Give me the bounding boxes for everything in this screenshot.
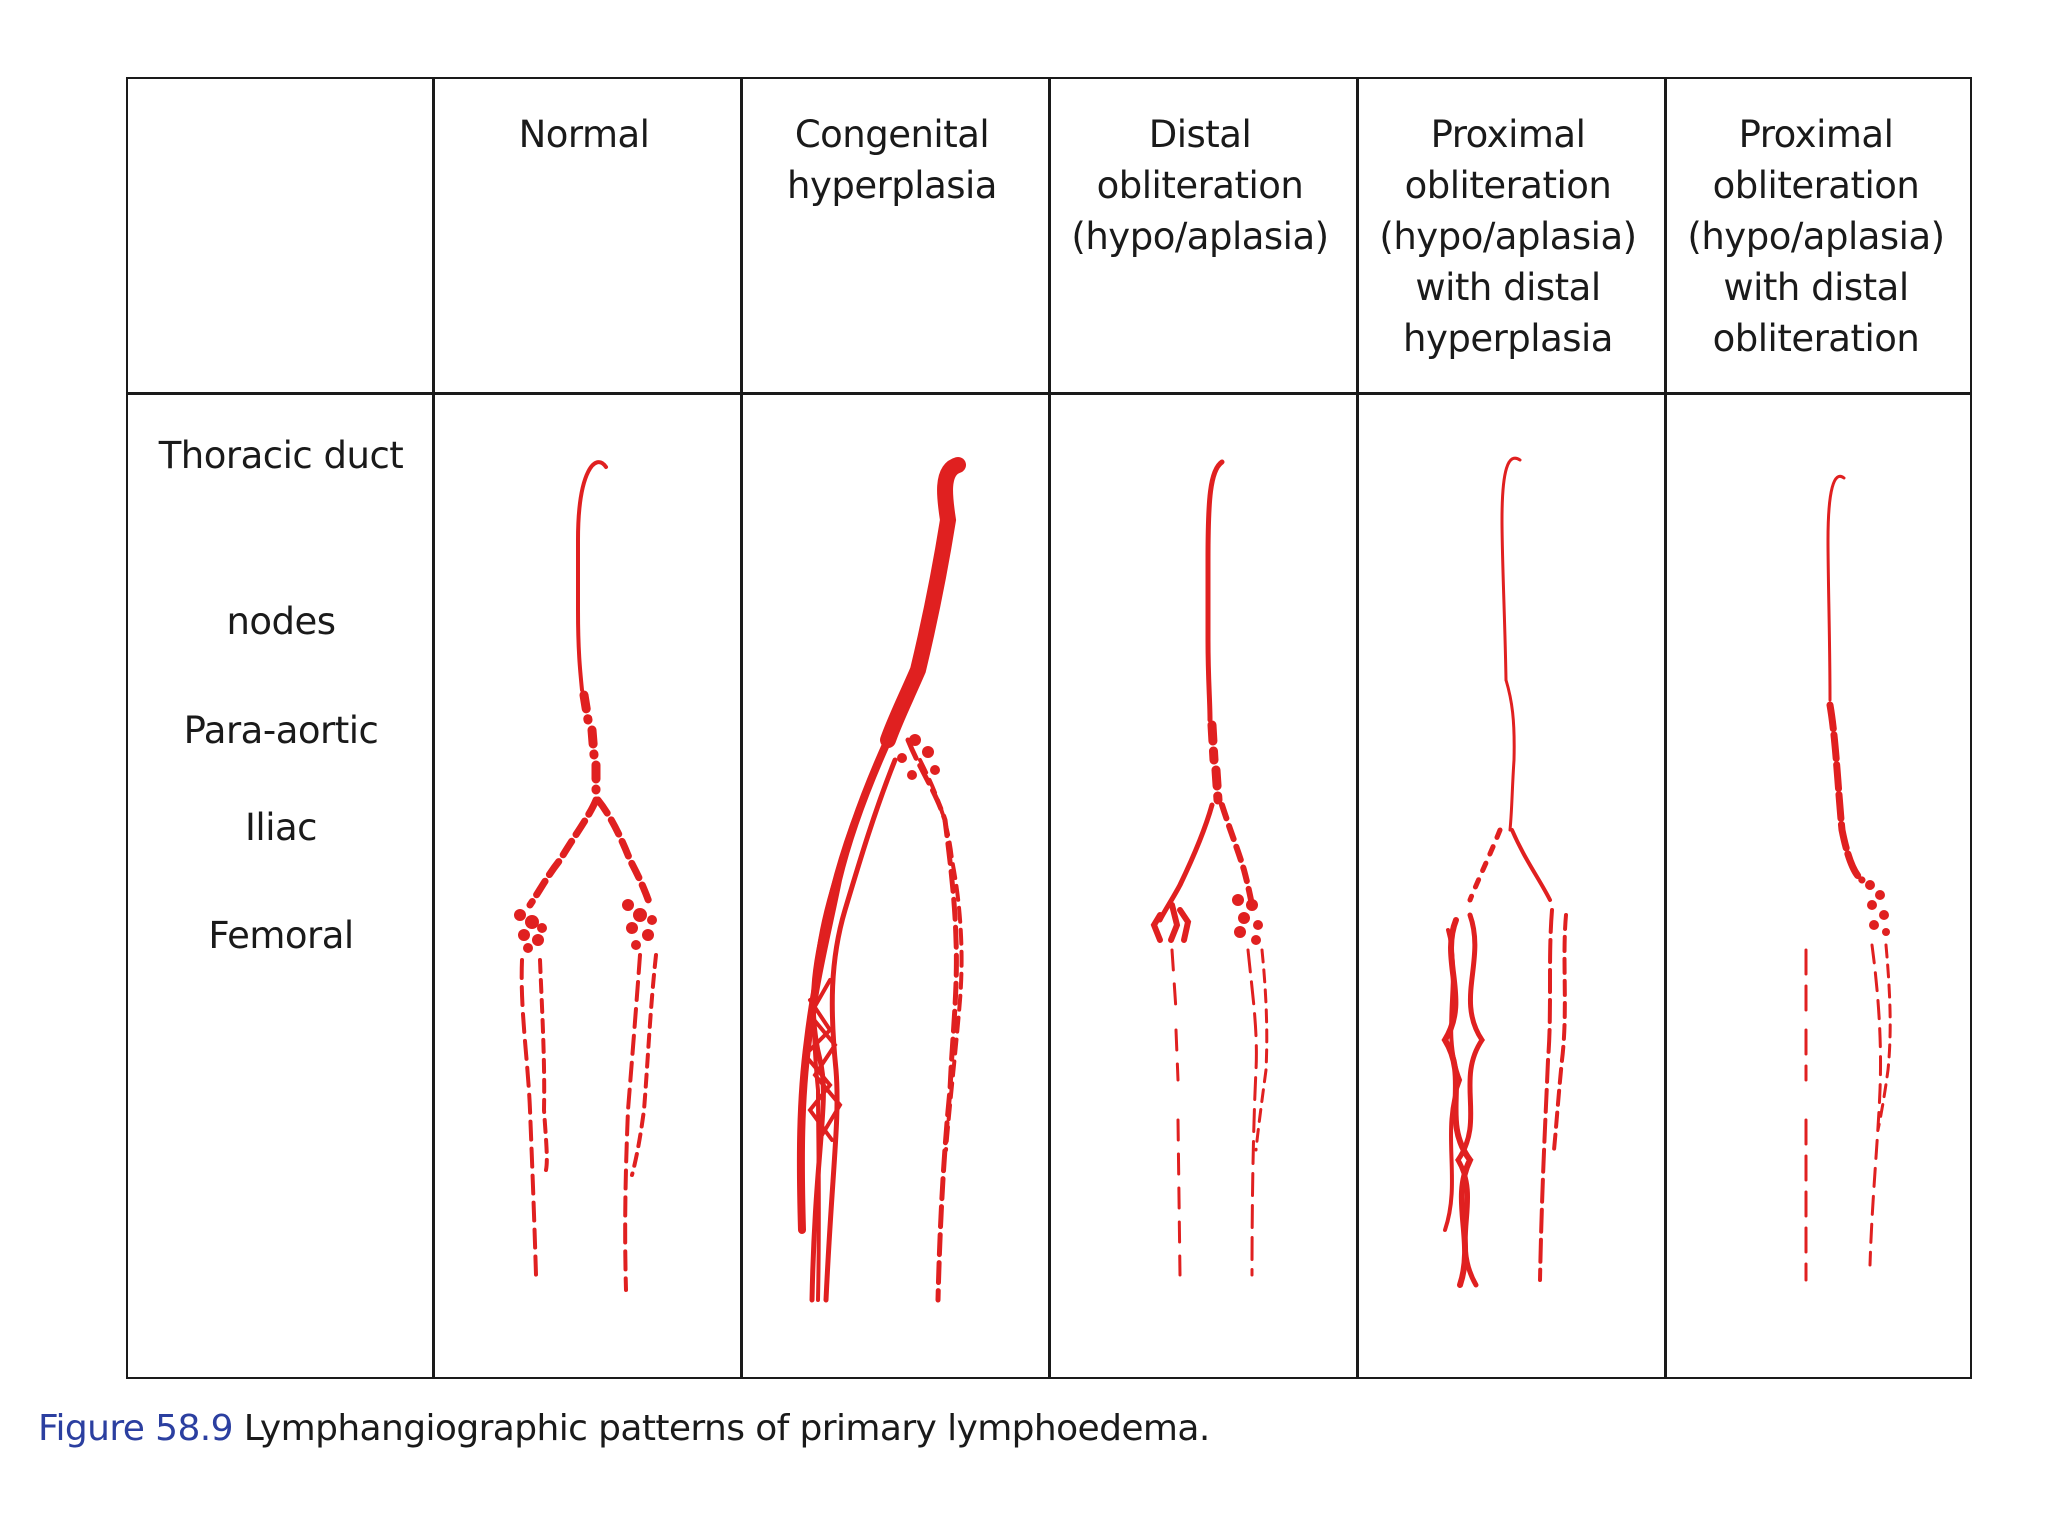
label-nodes: nodes (226, 600, 336, 643)
pattern-normal (514, 462, 657, 1290)
header-proximal-obliteration-distal-obliteration: Proximal obliteration (hypo/aplasia) with distal obliteration (1687, 113, 1945, 360)
pattern-congenital-hyperplasia (801, 465, 962, 1300)
figure-caption (38, 1408, 1210, 1449)
label-thoracic-duct: Thoracic duct (158, 434, 404, 477)
figure-number: Figure 58.9 (38, 1408, 233, 1449)
header-congenital-hyperplasia: Congenital hyperplasia (787, 113, 997, 207)
pattern-proximal-obliteration-distal-hyperplasia (1445, 458, 1566, 1285)
pattern-proximal-obliteration-distal-obliteration (1806, 476, 1890, 1280)
label-para-aortic: Para-aortic (183, 709, 379, 752)
label-femoral: Femoral (208, 914, 354, 957)
label-iliac: Iliac (245, 806, 317, 849)
header-distal-obliteration: Distal obliteration (hypo/aplasia) (1071, 113, 1329, 258)
header-normal: Normal (518, 113, 650, 156)
header-proximal-obliteration-distal-hyperplasia: Proximal obliteration (hypo/aplasia) with distal hyperplasia (1379, 113, 1637, 360)
pattern-distal-obliteration (1154, 462, 1267, 1275)
caption-text: Lymphangiographic patterns of primary lymphoedema. (232, 1408, 1210, 1449)
